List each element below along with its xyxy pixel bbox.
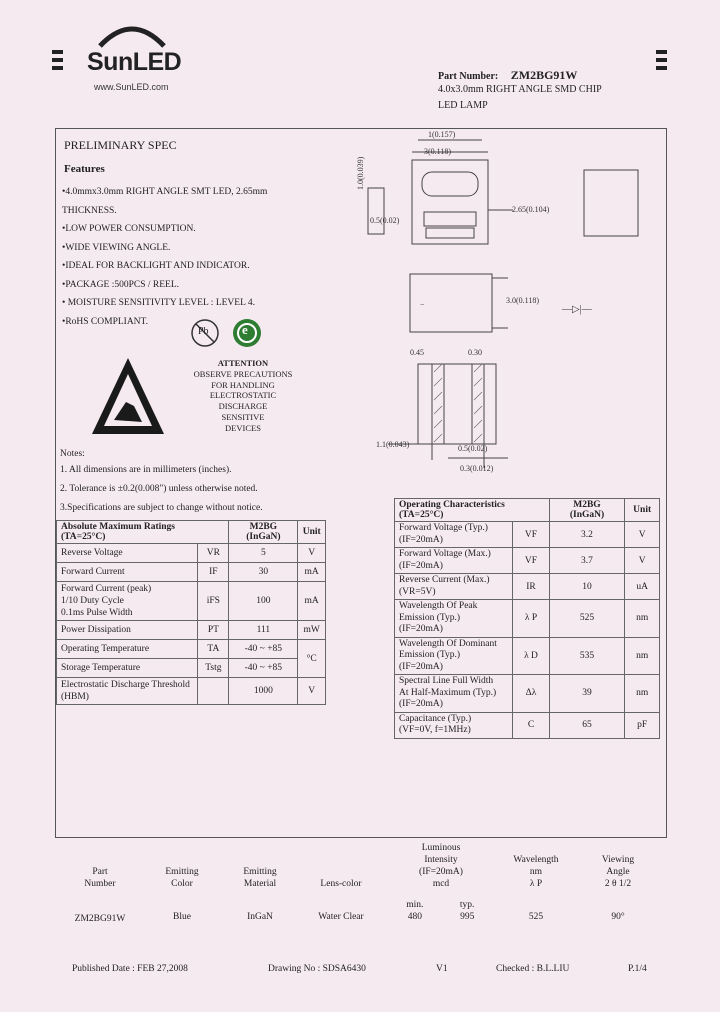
drawing-number: Drawing No : SDSA6430: [268, 964, 366, 974]
package-dimension-drawing: [348, 128, 664, 488]
checked-by: Checked : B.L.LIU: [496, 964, 570, 974]
dim-lead: 0.5(0.02): [370, 216, 400, 225]
value-cell: 65: [549, 712, 625, 738]
part-header-cell: Emitting Color: [165, 867, 199, 889]
value-cell: 535: [549, 637, 625, 675]
part-sub-headers: [386, 890, 496, 910]
table-row: [57, 659, 326, 678]
symbol-cell: IF: [198, 563, 229, 582]
value-cell: 1000: [229, 678, 298, 705]
brand-logo[interactable]: SunLED: [87, 48, 182, 76]
unit-cell: mA: [298, 582, 326, 621]
symbol-cell: Tstg: [198, 659, 229, 678]
note-item: 1. All dimensions are in millimeters (inches).: [60, 465, 232, 475]
rohs-label: e: [242, 322, 248, 337]
feature-item: THICKNESS.: [62, 205, 117, 216]
dim-height: 3.0(0.118): [506, 296, 540, 305]
symbol-cell: PT: [198, 621, 229, 640]
symbol-cell: λ D: [513, 637, 549, 675]
logo-bars-right: [656, 50, 667, 74]
part-header-cell: Wavelength nm λ P: [513, 855, 559, 889]
value-cell: 39: [549, 675, 625, 713]
notes-list: [60, 461, 263, 518]
feature-item: •4.0mmx3.0mm RIGHT ANGLE SMT LED, 2.65mm: [62, 187, 268, 197]
abs-max-table: [56, 520, 326, 705]
symbol-cell: TA: [198, 640, 229, 659]
description-line2: LED LAMP: [438, 100, 488, 111]
unit-cell: nm: [625, 600, 660, 638]
feature-item: •RoHS COMPLIANT.: [62, 316, 149, 327]
symbol-cell: iFS: [198, 582, 229, 621]
part-row-intensity-typ: 995: [460, 912, 475, 922]
unit-cell: °C: [298, 640, 326, 678]
part-row-intensity-min: 480: [407, 912, 422, 922]
polarity-mark: −: [420, 300, 425, 309]
dim-pad: 1.0(0.039): [356, 156, 365, 190]
value-cell: 3.2: [549, 522, 625, 548]
symbol-cell: VR: [198, 544, 229, 563]
table-row: [57, 563, 326, 582]
op-char-title-line2: (TA=25°C): [399, 510, 444, 520]
value-cell: 10: [549, 574, 625, 600]
param-cell: Spectral Line Full Width At Half-Maximum (Typ.) (IF=20mA): [395, 675, 513, 713]
table-row: [395, 600, 660, 638]
symbol-cell: VF: [513, 522, 549, 548]
esd-attention-text: [180, 358, 306, 434]
esd-line: DISCHARGE: [218, 401, 268, 412]
dim-pad-a: 0.45: [410, 348, 424, 357]
luminous-min-label: min.: [406, 900, 424, 910]
value-cell: 3.7: [549, 548, 625, 574]
table-row: [57, 544, 326, 563]
dim-width: 3(0.118): [424, 147, 452, 156]
feature-item: • MOISTURE SENSITIVITY LEVEL : LEVEL 4.: [62, 298, 256, 308]
part-header-cell: Viewing Angle 2 θ 1/2: [601, 855, 635, 889]
op-char-part-line1: M2BG: [573, 500, 601, 510]
param-cell: Capacitance (Typ.) (VF=0V, f=1MHz): [395, 712, 513, 738]
part-row-color: Blue: [173, 912, 191, 922]
dim-pad-b: 0.30: [468, 348, 482, 357]
dim-length: 1(0.157): [428, 130, 456, 139]
param-cell: Forward Current (peak) 1/10 Duty Cycle 0.1ms Pulse Width: [57, 582, 198, 621]
table-row: [395, 574, 660, 600]
unit-cell: uA: [625, 574, 660, 600]
value-cell: 100: [229, 582, 298, 621]
published-date: Published Date : FEB 27,2008: [72, 964, 188, 974]
esd-line: FOR HANDLING: [211, 379, 275, 390]
unit-cell: mW: [298, 621, 326, 640]
part-row-material: InGaN: [247, 912, 273, 922]
unit-cell: V: [298, 544, 326, 563]
table-row: [395, 522, 660, 548]
value-cell: 30: [229, 563, 298, 582]
param-cell: Reverse Current (Max.) (VR=5V): [395, 574, 513, 600]
part-row-wavelength: 525: [528, 912, 544, 922]
op-char-table: [394, 498, 660, 739]
symbol-cell: VF: [513, 548, 549, 574]
unit-cell: nm: [625, 675, 660, 713]
unit-cell: V: [625, 522, 660, 548]
symbol-cell: [198, 678, 229, 705]
luminous-typ-label: typ.: [459, 900, 475, 910]
esd-line: OBSERVE PRECAUTIONS: [193, 368, 293, 379]
op-char-unit-header: Unit: [625, 499, 660, 522]
abs-max-title-line1: Absolute Maximum Ratings: [61, 522, 176, 532]
part-header-cell: Emitting Material: [243, 867, 277, 889]
dim-pitch: 1.1(0.043): [376, 440, 410, 449]
param-cell: Forward Voltage (Typ.) (IF=20mA): [395, 522, 513, 548]
op-char-title: [395, 499, 550, 522]
esd-line: SENSITIVE: [221, 411, 265, 422]
value-cell: -40 ~ +85: [229, 659, 298, 678]
table-row: [57, 640, 326, 659]
unit-cell: nm: [625, 637, 660, 675]
param-cell: Wavelength Of Dominant Emission (Typ.) (IF=20mA): [395, 637, 513, 675]
spec-title: PRELIMINARY SPEC: [64, 138, 177, 152]
table-row: [395, 548, 660, 574]
feature-item: •IDEAL FOR BACKLIGHT AND INDICATOR.: [62, 261, 250, 271]
abs-max-unit-header: Unit: [298, 521, 326, 544]
param-cell: Forward Current: [57, 563, 198, 582]
version: V1: [436, 964, 448, 974]
table-row: [57, 582, 326, 621]
unit-cell: mA: [298, 563, 326, 582]
esd-warning-icon: [90, 356, 166, 438]
param-cell: Storage Temperature: [57, 659, 198, 678]
symbol-cell: IR: [513, 574, 549, 600]
symbol-cell: C: [513, 712, 549, 738]
op-char-title-line1: Operating Characteristics: [399, 500, 505, 510]
description-line1: 4.0x3.0mm RIGHT ANGLE SMD CHIP: [438, 84, 602, 95]
note-item: 3.Specifications are subject to change without notice.: [60, 503, 263, 513]
diode-symbol: —▷|—: [562, 304, 592, 315]
feature-item: •PACKAGE :500PCS / REEL.: [62, 279, 179, 290]
feature-item: •LOW POWER CONSUMPTION.: [62, 224, 196, 234]
param-cell: Operating Temperature: [57, 640, 198, 659]
features-list: [62, 183, 312, 331]
part-row-intensity: [386, 910, 496, 924]
part-row-lens: Water Clear: [318, 912, 364, 922]
abs-max-part-line2: (InGaN): [246, 532, 281, 542]
table-row: [395, 637, 660, 675]
table-row: [395, 712, 660, 738]
part-number-value: ZM2BG91W: [510, 68, 578, 82]
value-cell: 111: [229, 621, 298, 640]
part-header-cell: Part Number: [84, 867, 116, 889]
dim-thickness: 2.65(0.104): [512, 205, 550, 214]
unit-cell: V: [298, 678, 326, 705]
value-cell: 525: [549, 600, 625, 638]
param-cell: Power Dissipation: [57, 621, 198, 640]
part-info-table: [60, 842, 660, 924]
abs-max-title: [57, 521, 229, 544]
table-row: [57, 678, 326, 705]
symbol-cell: Δλ: [513, 675, 549, 713]
part-number-header: [438, 68, 577, 83]
part-number-label: Part Number:: [438, 71, 499, 82]
brand-url[interactable]: www.SunLED.com: [94, 82, 169, 92]
dim-gap: 0.5(0.02): [458, 444, 488, 453]
features-title: Features: [64, 163, 105, 175]
unit-cell: V: [625, 548, 660, 574]
param-cell: Reverse Voltage: [57, 544, 198, 563]
pb-free-label: Pb: [198, 326, 209, 337]
page-number: P.1/4: [628, 964, 647, 974]
unit-cell: pF: [625, 712, 660, 738]
table-row: [57, 621, 326, 640]
value-cell: -40 ~ +85: [229, 640, 298, 659]
note-item: 2. Tolerance is ±0.2(0.008") unless otherwise noted.: [60, 484, 258, 494]
esd-attention-title: ATTENTION: [217, 358, 269, 368]
param-cell: Electrostatic Discharge Threshold (HBM): [57, 678, 198, 705]
table-row: [395, 675, 660, 713]
abs-max-part-line1: M2BG: [249, 522, 278, 532]
part-header-cell: Lens-color: [320, 879, 362, 889]
value-cell: 5: [229, 544, 298, 563]
op-char-part-header: [549, 499, 625, 522]
notes-title: Notes:: [60, 449, 85, 459]
sun-arc-icon: [92, 20, 172, 50]
feature-item: •WIDE VIEWING ANGLE.: [62, 242, 171, 253]
param-cell: Forward Voltage (Max.) (IF=20mA): [395, 548, 513, 574]
symbol-cell: λ P: [513, 600, 549, 638]
param-cell: Wavelength Of Peak Emission (Typ.) (IF=20mA): [395, 600, 513, 638]
abs-max-title-line2: (TA=25°C): [61, 532, 106, 542]
op-char-part-line2: (InGaN): [569, 510, 605, 520]
logo-bars-left: [52, 50, 63, 74]
esd-line: ELECTROSTATIC: [209, 390, 277, 401]
part-row-angle: 90°: [611, 912, 625, 922]
esd-line: DEVICES: [225, 422, 261, 433]
part-row-number: ZM2BG91W: [74, 914, 126, 924]
part-header-cell: Luminous Intensity (IF=20mA) mcd: [419, 843, 463, 889]
abs-max-part-header: [229, 521, 298, 544]
dim-edge: 0.3(0.012): [460, 464, 494, 473]
